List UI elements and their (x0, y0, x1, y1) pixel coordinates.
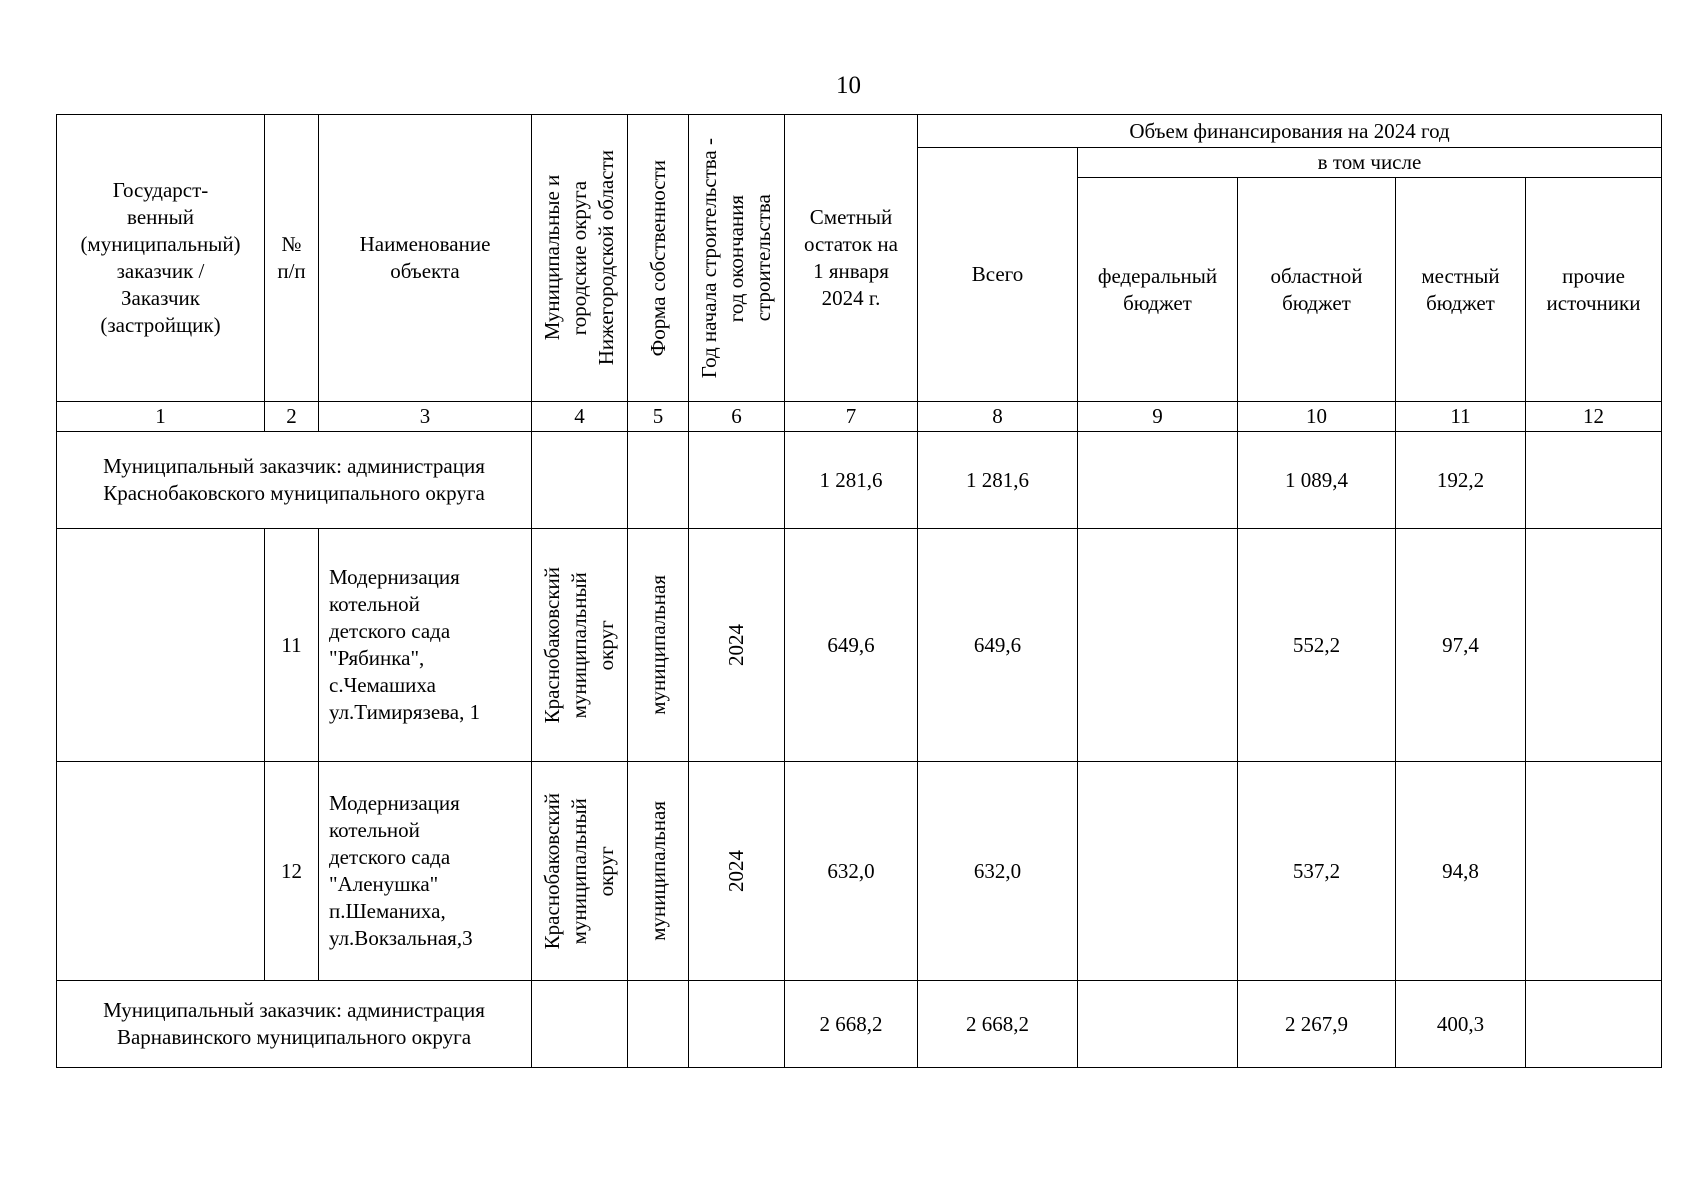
colnum-9: 9 (1078, 402, 1238, 432)
total-cell: 1 281,6 (918, 432, 1078, 529)
local-cell: 192,2 (1396, 432, 1526, 529)
estimate-cell: 2 668,2 (785, 981, 918, 1068)
customer-cell: Муниципальный заказчик: администрация Варнавинского муниципального округа (57, 981, 532, 1068)
local-cell: 400,3 (1396, 981, 1526, 1068)
years-cell (689, 762, 785, 981)
colnum-12: 12 (1526, 402, 1662, 432)
customer-cell (57, 762, 265, 981)
estimate-cell: 632,0 (785, 762, 918, 981)
header-years (689, 115, 785, 402)
total-cell: 649,6 (918, 529, 1078, 762)
header-years-text: Год начала строительства - год окончания строительства (697, 137, 775, 379)
federal-cell (1078, 529, 1238, 762)
header-federal: федеральный бюджет (1078, 178, 1238, 402)
ownership-cell (628, 529, 689, 762)
number-cell: 11 (265, 529, 319, 762)
header-regional: областной бюджет (1238, 178, 1396, 402)
federal-cell (1078, 432, 1238, 529)
years-text: 2024 (724, 850, 748, 892)
header-row-1 (57, 115, 1662, 148)
column-numbers-row (57, 402, 1662, 432)
ownership-text: муниципальная (645, 575, 670, 715)
district-cell (532, 981, 628, 1068)
ownership-cell (628, 981, 689, 1068)
header-total: Всего (918, 148, 1078, 402)
local-cell: 97,4 (1396, 529, 1526, 762)
colnum-5: 5 (628, 402, 689, 432)
object-name-cell: Модернизация котельной детского сада "Аленушка" п.Шеманиха, ул.Вокзальная,3 (319, 762, 532, 981)
header-ownership-text: Форма собственности (645, 159, 670, 357)
header-object-name: Наименование объекта (319, 115, 532, 402)
page-number: 10 (836, 72, 861, 99)
table-row (57, 529, 1662, 762)
number-cell: 12 (265, 762, 319, 981)
header-district (532, 115, 628, 402)
district-cell (532, 529, 628, 762)
local-cell: 94,8 (1396, 762, 1526, 981)
colnum-1: 1 (57, 402, 265, 432)
header-funding-group: Объем финансирования на 2024 год (918, 115, 1662, 148)
total-cell: 632,0 (918, 762, 1078, 981)
total-cell: 2 668,2 (918, 981, 1078, 1068)
regional-cell: 1 089,4 (1238, 432, 1396, 529)
colnum-8: 8 (918, 402, 1078, 432)
other-cell (1526, 432, 1662, 529)
header-number: № п/п (265, 115, 319, 402)
colnum-11: 11 (1396, 402, 1526, 432)
table-row (57, 762, 1662, 981)
other-cell (1526, 529, 1662, 762)
ownership-cell (628, 762, 689, 981)
table-row (57, 981, 1662, 1068)
years-cell (689, 981, 785, 1068)
district-text: Краснобаковский муниципальный округ (540, 792, 618, 950)
federal-cell (1078, 762, 1238, 981)
federal-cell (1078, 981, 1238, 1068)
colnum-3: 3 (319, 402, 532, 432)
district-cell (532, 762, 628, 981)
colnum-10: 10 (1238, 402, 1396, 432)
district-cell (532, 432, 628, 529)
colnum-2: 2 (265, 402, 319, 432)
regional-cell: 552,2 (1238, 529, 1396, 762)
estimate-cell: 1 281,6 (785, 432, 918, 529)
header-other: прочие источники (1526, 178, 1662, 402)
years-text: 2024 (724, 624, 748, 666)
header-district-text: Муниципальные и городские округа Нижегородской области (540, 150, 618, 366)
funding-table (56, 114, 1662, 1068)
colnum-4: 4 (532, 402, 628, 432)
header-customer: Государст- венный (муниципальный) заказчик / Заказчик (застройщик) (57, 115, 265, 402)
table-row (57, 432, 1662, 529)
other-cell (1526, 981, 1662, 1068)
district-text: Краснобаковский муниципальный округ (540, 566, 618, 724)
ownership-cell (628, 432, 689, 529)
header-estimate: Сметный остаток на 1 января 2024 г. (785, 115, 918, 402)
years-cell (689, 432, 785, 529)
header-ownership (628, 115, 689, 402)
header-local: местный бюджет (1396, 178, 1526, 402)
object-name-cell: Модернизация котельной детского сада "Рябинка", с.Чемашиха ул.Тимирязева, 1 (319, 529, 532, 762)
other-cell (1526, 762, 1662, 981)
regional-cell: 2 267,9 (1238, 981, 1396, 1068)
customer-cell (57, 529, 265, 762)
colnum-7: 7 (785, 402, 918, 432)
years-cell (689, 529, 785, 762)
ownership-text: муниципальная (645, 801, 670, 941)
header-including: в том числе (1078, 148, 1662, 178)
customer-cell: Муниципальный заказчик: администрация Краснобаковского муниципального округа (57, 432, 532, 529)
estimate-cell: 649,6 (785, 529, 918, 762)
regional-cell: 537,2 (1238, 762, 1396, 981)
colnum-6: 6 (689, 402, 785, 432)
